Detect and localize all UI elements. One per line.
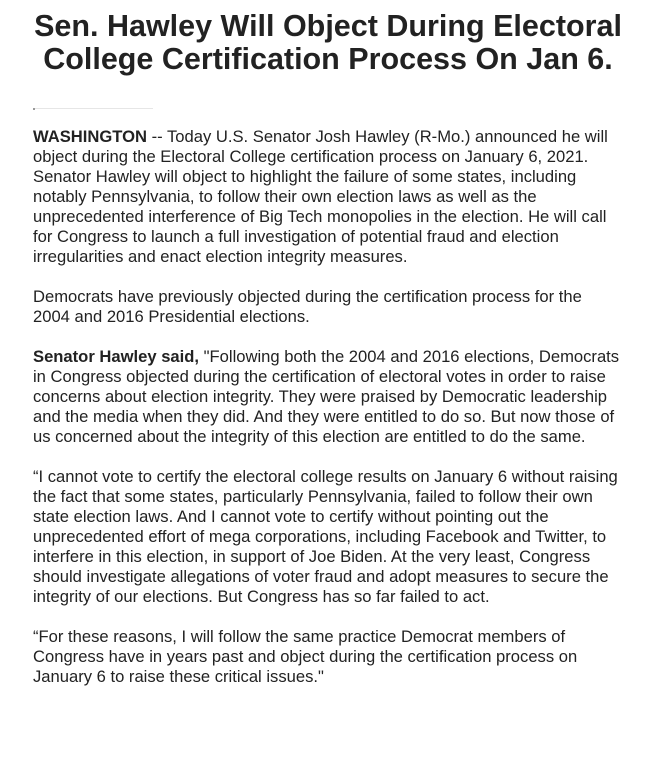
paragraph-text: -- Today U.S. Senator Josh Hawley (R-Mo.) announced he will object during the Electoral College certification process on January 6, 2021. Senator Hawley will object to highlight the failure of some states, including notably Pennsylvania, to follow their own election laws as well as the unprecedented interference of Big Tech monopolies in the election. He will call for Congress to launch a full investigation of potential fraud and election irregularities and enact election integrity measures. (33, 127, 608, 266)
title-divider (33, 108, 153, 109)
paragraph-text: “I cannot vote to certify the electoral college results on January 6 without raising the fact that some states, particularly Pennsylvania, failed to follow their own state election laws. And I cannot vote to certify without pointing out the unprecedented effort of mega corporations, including Facebook and Twitter, to interfere in this election, in support of Joe Biden. At the very least, Congress should investigate allegations of voter fraud and adopt measures to secure the integrity of our elections. But Congress has so far failed to act. (33, 467, 618, 606)
article-body (33, 127, 623, 687)
speaker-lead: Senator Hawley said, (33, 347, 200, 366)
dateline: WASHINGTON (33, 127, 148, 146)
paragraph-text: “For these reasons, I will follow the same practice Democrat members of Congress have in years past and object during the certification process on January 6 to raise these critical issues." (33, 627, 578, 686)
paragraph-quote-conclusion (33, 627, 623, 687)
paragraph-text: "Following both the 2004 and 2016 elections, Democrats in Congress objected during the certification of electoral votes in order to raise concerns about election integrity. They were praised by Democratic leadership and the media when they did. And they were entitled to do so. But now those of us concerned about the integrity of this election are entitled to do the same. (33, 347, 620, 446)
paragraph-quote-certify (33, 467, 623, 607)
paragraph-quote-intro (33, 347, 623, 447)
paragraph-intro (33, 127, 623, 267)
article-title: Sen. Hawley Will Object During Electoral College Certification Process On Jan 6. (34, 9, 622, 76)
article (33, 10, 623, 707)
paragraph-text: Democrats have previously objected during the certification process for the 2004 and 2016 Presidential elections. (33, 287, 582, 326)
paragraph-democrats (33, 287, 623, 327)
